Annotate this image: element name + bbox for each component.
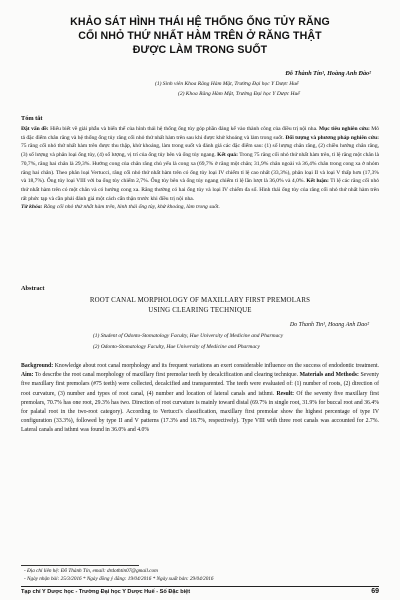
vn-title-line-1: KHẢO SÁT HÌNH THÁI HỆ THỐNG ỐNG TỦY RĂNG: [70, 16, 330, 28]
vn-summary: [21, 125, 379, 212]
en-background-label: Background:: [21, 363, 54, 369]
en-aim-label: Aim:: [21, 372, 34, 379]
vn-affiliation-1: (1) Sinh viên Khoa Răng Hàm Mặt, Trường Đại học Y Dược Huế: [155, 81, 299, 87]
en-methods-text: Seventy five maxillary first premolars (#75 teeth) were collected, decalcified and transparented. The teeth were evaluated of: (1) number of roots, (2) direction of root curvature, (3) number and types of root canal, (4) number and location of lateral canals and isthmi.: [21, 372, 380, 397]
en-abstract-heading: Abstract: [21, 285, 45, 292]
vn-keywords-label: Từ khóa:: [21, 204, 43, 211]
journal-name: Tạp chí Y Dược học - Trường Đại học Y Dược Huế - Số Đặc biệt: [21, 589, 191, 595]
en-title-line-1: ROOT CANAL MORPHOLOGY OF MAXILLARY FIRST PREMOLARS: [89, 297, 311, 304]
en-title-line-2: USING CLEARING TECHNIQUE: [148, 307, 252, 314]
en-results-text: Of the seventy five maxillary first premolars, 70.7% has one root, 29.3% has two. Direction of root curvature is mainly toward distal (69.7% in single root, 31.9% for buccal root and 36.4% for palatal root in the two-root category). According to Vertucci's classification, maxillary first premolar show the highest percentage of type IV configuration (33.3%), followed by type II and V patterns (17.3% and 18.7%, respectively). Type VIII with three root canals was accounted for 2.7%. Lateral canals and isthmi was found in 36.0% and 4.0%: [21, 390, 379, 434]
vn-methods-text: 75 răng cối nhỏ thứ nhất hàm trên được thu thập, khử khoáng, làm trong suốt và đánh giá các đặc điểm sau: (1) số lượng chân răng, (2) chiều hướng chân răng, (3) số lượng và phân loại ống tủy, (4) số lượng, vị trí của ống tủy bên và ống tủy ngang.: [21, 143, 379, 159]
en-methods-label: Materials and Methods:: [299, 372, 359, 379]
vn-aim-label: Mục tiêu nghiên cứu:: [318, 126, 370, 132]
vn-summary-heading: Tóm tắt: [21, 115, 43, 122]
footnote-divider: [21, 565, 139, 566]
vn-background-label: Đặt vấn đề:: [21, 126, 49, 132]
vn-background-text: Hiểu biết về giải phẫu và biến thể của hình thái hệ thống ống tủy góp phần đáng kể vào thành công của điều trị nội nha.: [48, 126, 319, 132]
footer-divider: [21, 586, 379, 587]
vn-title-line-3: ĐƯỢC LÀM TRONG SUỐT: [132, 44, 268, 56]
en-abstract: [21, 362, 379, 436]
footnote-contact: - Địa chỉ liên hệ: Đỗ Thành Tín, email: drdothtin07@gmail.com: [24, 568, 158, 574]
en-background-text: Knowledge about root canal morphology and its frequent variations an exert considerable influence on the success of endodontic treatment.: [53, 363, 379, 369]
vn-aim-text: Mô tả đặc điểm chân răng và hệ thống ống tủy răng cối nhỏ thứ nhất hàm trên sau khi được khử khoáng và làm trong suốt.: [21, 126, 379, 141]
vn-authors: Đỗ Thành Tín¹, Hoàng Anh Đào²: [285, 70, 371, 77]
vn-keywords-text: Răng cối nhỏ thứ nhất hàm trên, hình thái ống tủy, khử khoáng, làm trong suốt.: [42, 204, 220, 211]
en-affiliation-2: (2) Odonto-Stomatology Faculty, Hue University of Medicine and Pharmacy: [93, 344, 260, 350]
page-number: 69: [371, 588, 379, 595]
vn-conclusion-label: Kết luận:: [306, 178, 329, 185]
en-results-label: Result:: [276, 390, 295, 397]
vn-conclusion-text: Tỉ lệ các răng cối nhỏ thứ nhất hàm trên có một chân và có hướng cong xa. Răng thường có hai ống tủy và loại IV chiếm đa số. Hình thái ống tủy của răng cối nhỏ thứ nhất hàm trên rất phức tạp và cần phải đánh giá một cách cẩn thận trước khi điều trị nội nha.: [21, 178, 379, 202]
vn-affiliation-2: (2) Khoa Răng Hàm Mặt, Trường Đại học Y Dược Huế: [178, 91, 300, 97]
vn-title-line-2: CỐI NHỎ THỨ NHẤT HÀM TRÊN Ở RĂNG THẬT: [78, 30, 322, 42]
en-authors: Do Thanh Tin¹, Hoang Anh Dao²: [289, 322, 369, 328]
vn-methods-label: Đối tượng và phương pháp nghiên cứu:: [285, 134, 379, 141]
vn-results-text: Trong 75 răng cối nhỏ thứ nhất hàm trên, tỉ lệ răng một chân là 70,7%, răng hai chân là 29,3%. Hướng cong của chân răng chủ yếu là cong xa (69,7% ở răng một chân; 31,9% chân ngoài và 36,4% chân trong cong xa ở nhóm răng hai chân). Theo phân loại Vertucci, răng cối nhỏ thứ nhất hàm trên có ống tủy loại IV chiếm tỉ lệ cao nhất (33,3%), phân loại II và loại V thấp hơn (17,3% và 18,7%). Ống tủy loại VIII với ba ống tủy chiếm 2,7%. Ống tủy bên và ống tủy ngang chiếm tỉ lệ lần lượt là 36,0% và 4,0%.: [21, 152, 379, 185]
en-affiliation-1: (1) Student of Odonto-Stomatology Faculty, Hue University of Medicine and Pharmacy: [93, 333, 284, 339]
footnote-dates: - Ngày nhận bài: 25/3/2016 * Ngày đồng ý đăng: 19/04/2016 * Ngày xuất bản: 29/04/2016: [24, 576, 214, 582]
vn-results-label: Kết quả:: [217, 152, 238, 159]
en-aim-text: To describe the root canal morphology of maxillary first premolar teeth by decalcification and clearing technique.: [33, 372, 300, 379]
